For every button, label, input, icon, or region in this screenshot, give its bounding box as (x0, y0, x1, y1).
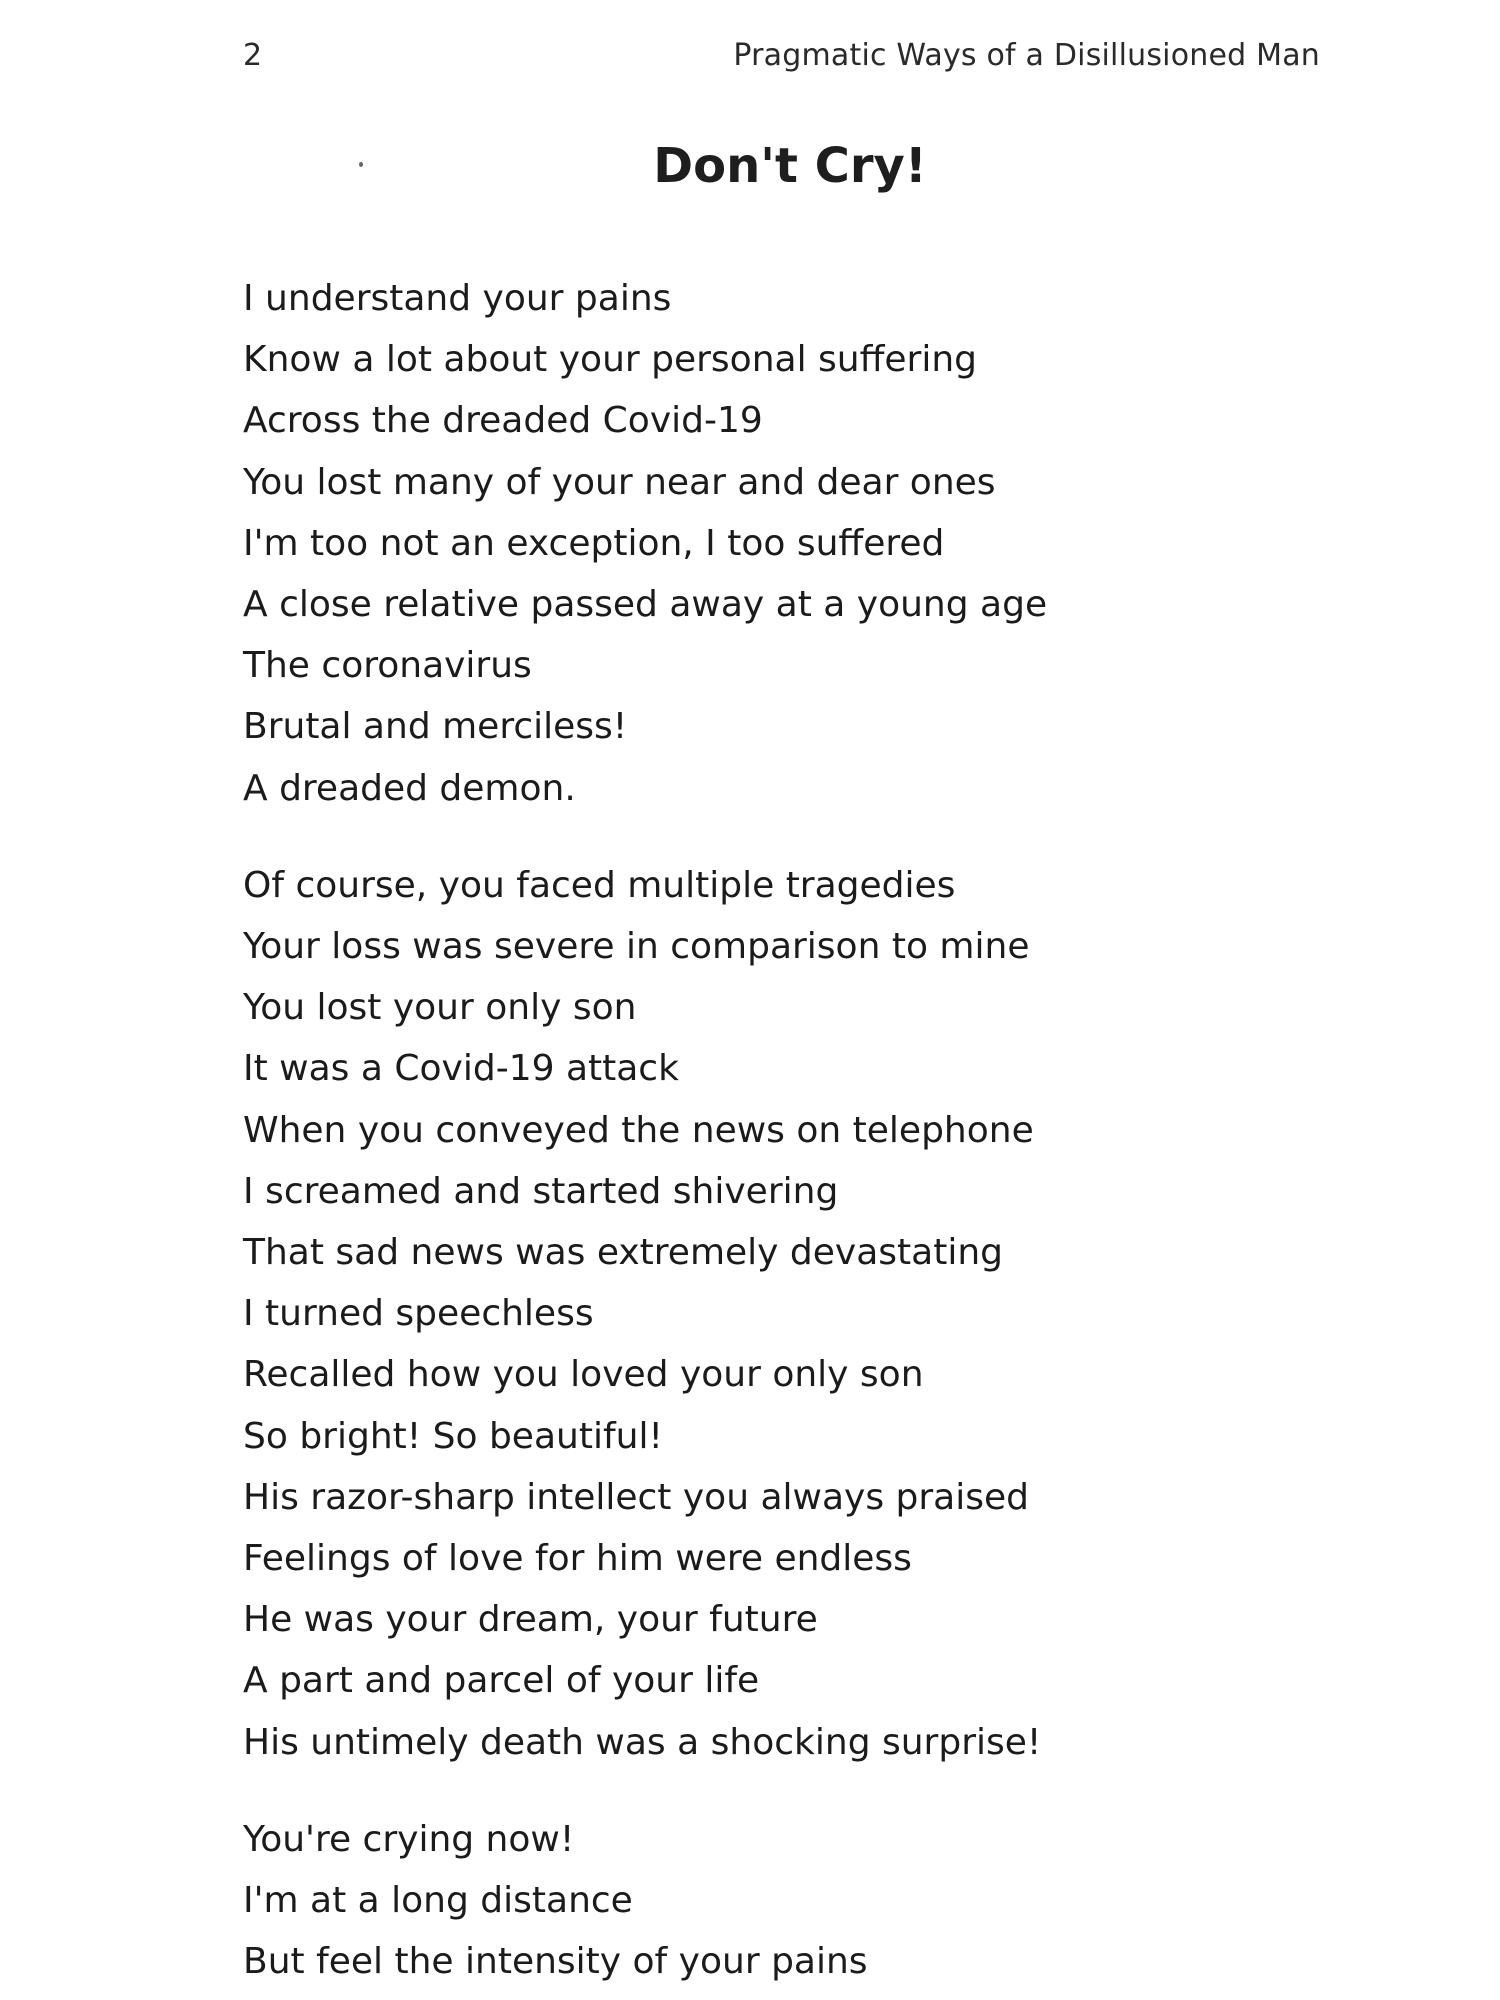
poem-line: Of course, you faced multiple tragedies (243, 864, 956, 906)
running-head: Pragmatic Ways of a Disillusioned Man (733, 38, 1320, 73)
poem-line: I'm at a long distance (243, 1880, 633, 1922)
poem-line: The coronavirus (243, 645, 532, 687)
poem-line: I turned speechless (243, 1293, 594, 1335)
poem-line: He was your dream, your future (243, 1599, 818, 1641)
poem-line: Know a lot about your personal suffering (243, 339, 978, 381)
poem-line: I'm too not an exception, I too suffered (243, 522, 945, 564)
poem-body (243, 268, 1343, 1992)
poem-line: I understand your pains (243, 278, 672, 319)
poem-line: A dreaded demon. (243, 767, 576, 809)
page-number: 2 (243, 38, 263, 73)
poem-line: When you conveyed the news on telephone (243, 1109, 1034, 1151)
poem-line: Feelings of love for him were endless (243, 1538, 912, 1580)
poem-line: His untimely death was a shocking surprise! (243, 1721, 1042, 1763)
poem-line: Recalled how you loved your only son (243, 1354, 924, 1396)
poem-title: Don't Cry! (653, 138, 927, 194)
poem-line: His razor-sharp intellect you always praised (243, 1476, 1029, 1518)
poem-line: It was a Covid-19 attack (243, 1048, 679, 1090)
poem-line: So bright! So beautiful! (243, 1415, 663, 1457)
poem-line: Across the dreaded Covid-19 (243, 400, 763, 442)
poem-line: I screamed and started shivering (243, 1170, 839, 1212)
stanza-2 (243, 855, 1343, 1773)
poem-line: But feel the intensity of your pains (243, 1941, 868, 1983)
poem-line: A part and parcel of your life (243, 1660, 760, 1702)
poem-line: Brutal and merciless! (243, 706, 628, 748)
poem-line: You lost many of your near and dear ones (243, 461, 996, 503)
poem-line: You lost your only son (243, 987, 637, 1029)
poem-line: You're crying now! (243, 1818, 575, 1860)
poem-line: Your loss was severe in comparison to mine (243, 926, 1030, 968)
stanza-1 (243, 268, 1343, 819)
poem-line: A close relative passed away at a young age (243, 584, 1048, 626)
stanza-3 (243, 1809, 1343, 1993)
poem-line: That sad news was extremely devastating (243, 1232, 1003, 1274)
